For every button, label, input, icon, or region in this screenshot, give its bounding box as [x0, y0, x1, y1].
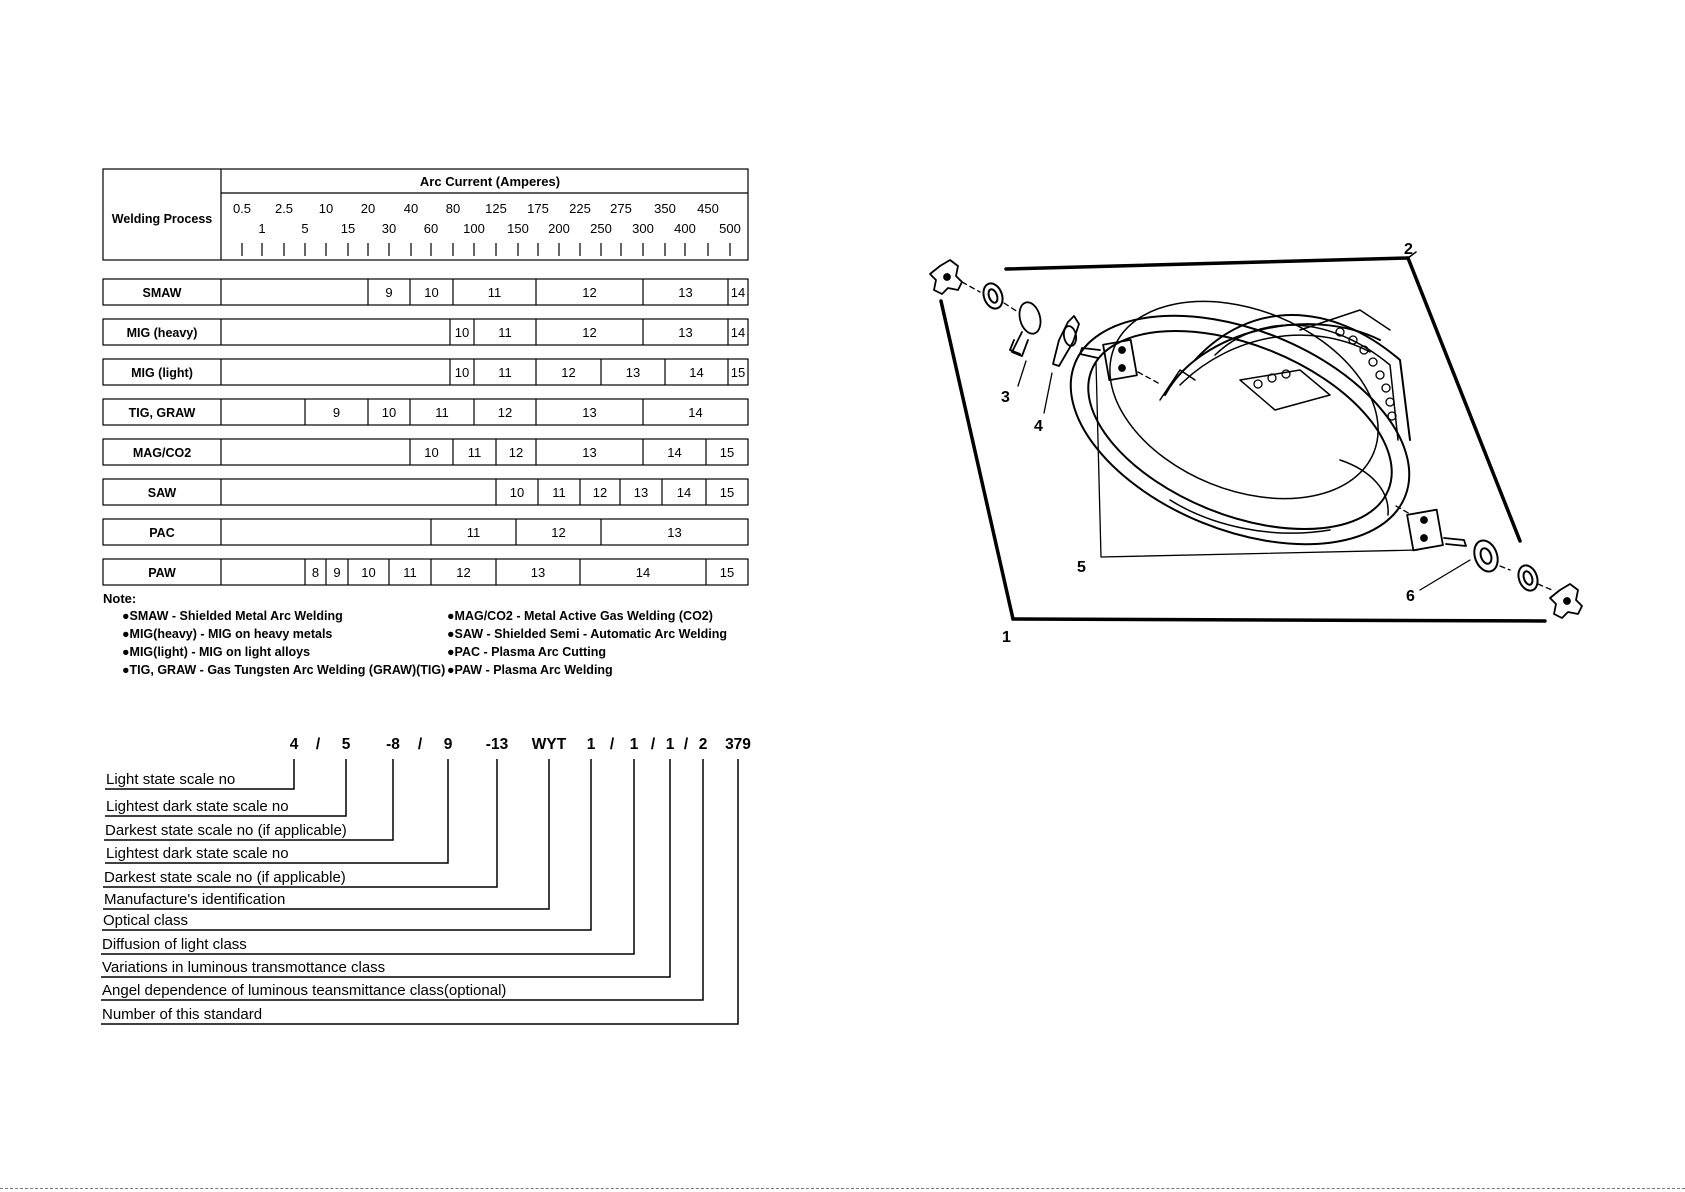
process-name: SAW: [147, 486, 177, 500]
amp-label: 30: [381, 221, 397, 236]
shade-number: 12: [561, 365, 576, 380]
code-char: /: [315, 736, 321, 753]
shade-number: 12: [582, 325, 597, 340]
shade-number: 10: [454, 365, 470, 380]
shade-number: 10: [381, 405, 397, 420]
part-number-4: 4: [1034, 418, 1043, 435]
note-item: ●MAG/CO2 - Metal Active Gas Welding (CO2): [447, 609, 713, 623]
shade-number: 11: [498, 365, 512, 380]
process-name: PAW: [148, 566, 176, 580]
marking-label-text: Darkest state scale no (if applicable): [105, 822, 347, 839]
amp-label: 100: [463, 221, 485, 236]
amp-label: 500: [719, 221, 741, 236]
amp-label: 175: [527, 201, 549, 216]
shade-number: 10: [424, 445, 439, 460]
shade-number: 14: [689, 365, 704, 380]
amp-label: 15: [340, 221, 356, 236]
marking-label-text: Optical class: [103, 912, 189, 929]
code-char: 1: [586, 736, 596, 753]
amp-label: 0.5: [232, 201, 252, 216]
amp-label: 150: [507, 221, 529, 236]
shade-number: 11: [487, 285, 502, 300]
part-number-5: 5: [1077, 559, 1086, 576]
shade-number: 12: [456, 565, 471, 580]
amp-label: 275: [610, 201, 632, 216]
shade-number: 10: [454, 325, 470, 340]
code-char: 1: [629, 736, 639, 753]
amp-label: 80: [445, 201, 461, 216]
shade-number: 15: [719, 485, 735, 500]
part-number-6: 6: [1406, 588, 1415, 605]
washer-icon: [980, 281, 1006, 312]
shade-number: 15: [730, 365, 746, 380]
marking-label-text: Number of this standard: [102, 1006, 263, 1023]
process-name: MAG/CO2: [132, 446, 192, 460]
note-item: ●TIG, GRAW - Gas Tungsten Arc Welding (GRAW)(TIG): [122, 663, 446, 677]
shade-number: 10: [424, 285, 439, 300]
amp-label: 400: [674, 221, 696, 236]
code-char: WYT: [531, 736, 567, 753]
shade-number: 15: [719, 445, 735, 460]
shade-number: 9: [333, 565, 341, 580]
process-name: PAC: [149, 526, 175, 540]
shade-number: 12: [582, 285, 597, 300]
shade-number: 9: [332, 405, 341, 420]
code-char: /: [417, 736, 423, 753]
note-item: ●SAW - Shielded Semi - Automatic Arc Welding: [447, 627, 728, 641]
amp-label: 300: [632, 221, 654, 236]
shade-number: 9: [385, 285, 393, 300]
part-number-1: 1: [1002, 629, 1011, 646]
shade-number: 11: [467, 445, 482, 460]
shade-number: 11: [403, 565, 417, 580]
amp-label: 5: [301, 221, 309, 236]
ratchet-part-icon: [1010, 300, 1044, 356]
process-name: SMAW: [142, 286, 182, 300]
shade-number: 11: [552, 485, 566, 500]
amp-label: 350: [654, 201, 676, 216]
shade-number: 13: [582, 445, 597, 460]
note-item: ●PAW - Plasma Arc Welding: [447, 663, 613, 677]
frame-line: [941, 301, 1013, 619]
code-char: /: [683, 736, 689, 753]
note-item: ●MIG(light) - MIG on light alloys: [122, 645, 311, 659]
process-name: TIG, GRAW: [128, 406, 196, 420]
ratchet-lever-icon: [1053, 316, 1079, 366]
marking-label-text: Manufacture's identification: [104, 891, 286, 908]
knob-icon: [1550, 584, 1582, 618]
amp-label: 225: [569, 201, 591, 216]
washer-icon: [1515, 563, 1541, 594]
amp-label: 200: [548, 221, 570, 236]
code-char: /: [650, 736, 656, 753]
marking-label-text: Darkest state scale no (if applicable): [104, 869, 346, 886]
shade-number: 10: [509, 485, 525, 500]
notes-title: Note:: [103, 591, 137, 606]
amp-label: 60: [423, 221, 439, 236]
marking-label-text: Diffusion of light class: [102, 936, 247, 953]
code-char: 5: [341, 736, 351, 753]
shade-number: 11: [435, 405, 449, 420]
note-item: ●MIG(heavy) - MIG on heavy metals: [122, 627, 333, 641]
frame-line: [1006, 258, 1408, 269]
marking-label-text: Lightest dark state scale no: [106, 798, 289, 815]
shade-number: 13: [530, 565, 546, 580]
frame-line: [1013, 619, 1545, 621]
code-char: -8: [386, 736, 400, 753]
shade-number: 11: [466, 525, 481, 540]
amp-label: 250: [590, 221, 612, 236]
shade-number: 14: [730, 285, 746, 300]
shade-number: 10: [361, 565, 376, 580]
shade-number: 14: [688, 405, 703, 420]
marking-label-text: Angel dependence of luminous teansmittance class(optional): [102, 982, 507, 999]
shade-number: 12: [592, 485, 608, 500]
shade-number: 12: [551, 525, 566, 540]
shade-number: 13: [633, 485, 649, 500]
part-number-3: 3: [1001, 389, 1010, 406]
shade-number: 12: [497, 405, 513, 420]
pivot-assembly-icon: [1080, 340, 1137, 380]
shade-number: 13: [667, 525, 682, 540]
code-char: 4: [289, 736, 299, 753]
shade-number: 8: [311, 565, 320, 580]
code-char: -13: [485, 736, 509, 753]
pivot-assembly-icon: [1407, 510, 1466, 551]
amp-label: 20: [360, 201, 376, 216]
note-item: ●PAC - Plasma Arc Cutting: [447, 645, 606, 659]
amp-label: 2.5: [274, 201, 294, 216]
shade-number: 14: [635, 565, 651, 580]
ratchet-part-icon: [1470, 537, 1502, 575]
marking-label-text: Light state scale no: [106, 771, 236, 788]
bottom-rule: [0, 1188, 1685, 1189]
header-process: Welding Process: [111, 212, 213, 226]
amp-label: 40: [403, 201, 419, 216]
marking-label-text: Variations in luminous transmottance class: [102, 959, 386, 976]
shade-number: 13: [625, 365, 641, 380]
shade-number: 15: [719, 565, 735, 580]
code-char: 9: [443, 736, 453, 753]
shade-number: 13: [582, 405, 597, 420]
code-char: /: [609, 736, 615, 753]
shade-number: 14: [730, 325, 746, 340]
code-char: 379: [725, 736, 751, 753]
header-current: Arc Current (Amperes): [419, 174, 561, 189]
shade-number: 13: [678, 285, 693, 300]
amp-label: 10: [318, 201, 334, 216]
shade-number: 13: [678, 325, 693, 340]
marking-label-text: Lightest dark state scale no: [106, 845, 289, 862]
part-number-2: 2: [1404, 241, 1413, 258]
shade-number: 14: [676, 485, 692, 500]
code-char: 2: [698, 736, 708, 753]
amp-label: 450: [697, 201, 719, 216]
amp-label: 1: [258, 221, 266, 236]
process-name: MIG (heavy): [126, 326, 198, 340]
shade-number: 12: [508, 445, 524, 460]
frame-line: [1408, 258, 1520, 541]
code-char: 1: [665, 736, 675, 753]
knob-icon: [930, 260, 962, 294]
note-item: ●SMAW - Shielded Metal Arc Welding: [122, 609, 343, 623]
process-name: MIG (light): [131, 366, 193, 380]
shade-number: 14: [667, 445, 682, 460]
shade-number: 11: [498, 325, 512, 340]
amp-label: 125: [485, 201, 507, 216]
